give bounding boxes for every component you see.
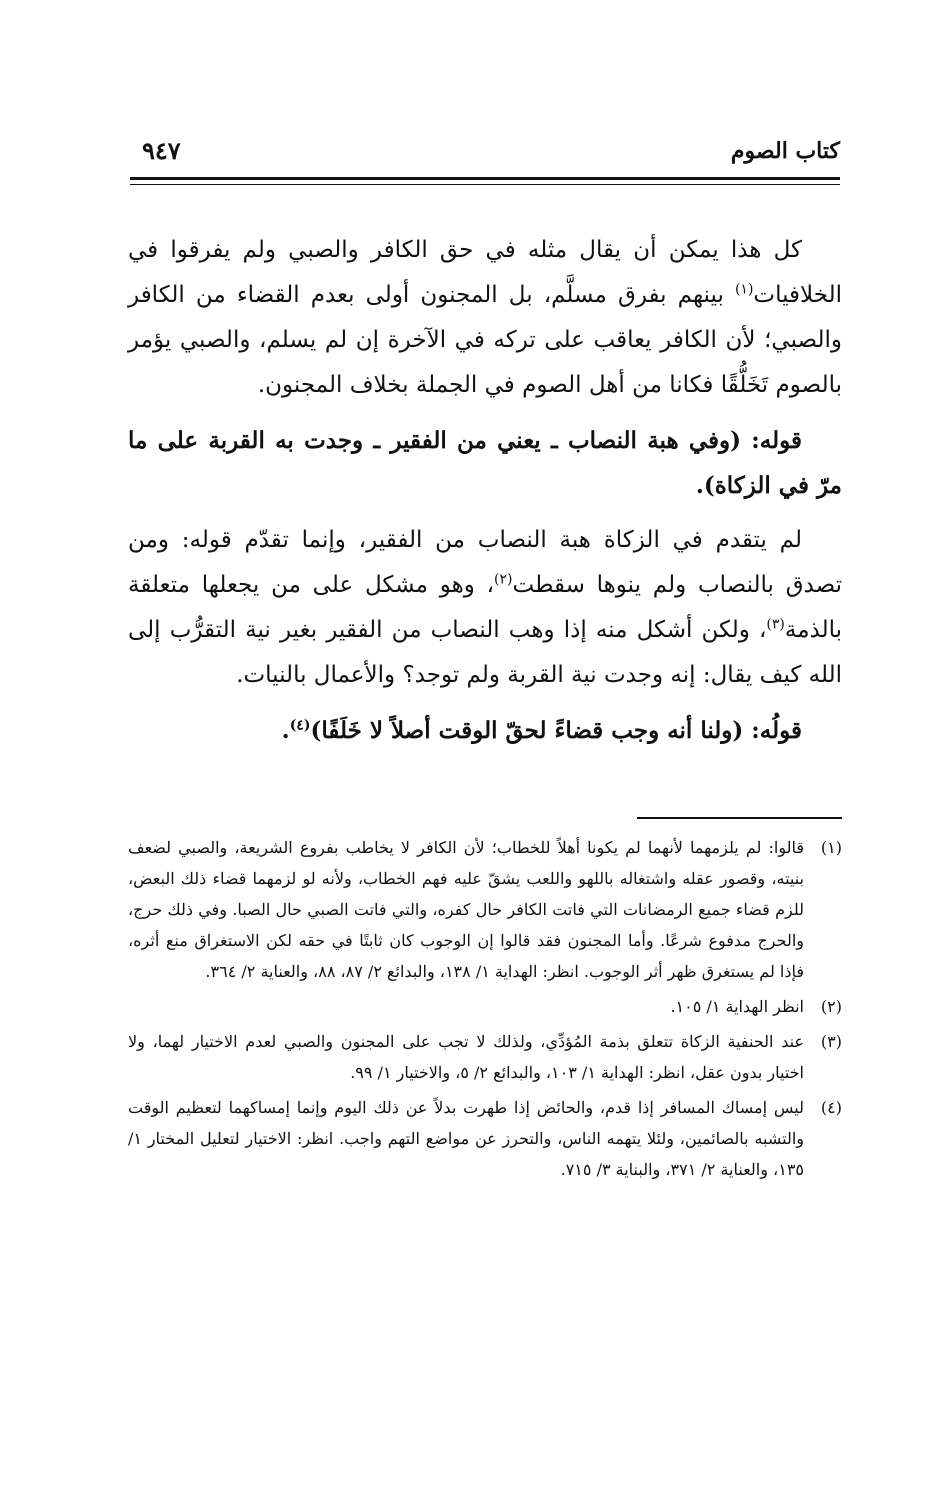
paragraph-4-text-a: قولُه: (ولنا أنه وجب قضاءً لحقّ الوقت أصلاً لا خَلَفًا) bbox=[310, 717, 802, 744]
page-number: ٩٤٧ bbox=[142, 136, 181, 165]
paragraph-3-text-c: ، ولكن أشكل منه إذا وهب النصاب من الفقير بغير نية التقرُّب إلى الله كيف يقال: إنه وجدت نية القربة ولم توجد؟ والأعمال بالنيات. bbox=[128, 617, 842, 688]
paragraph-3-text-a: لم يتقدم في الزكاة هبة النصاب من الفقير، وإنما تقدّم قوله: ومن تصدق بالنصاب ولم ينوها سقطت bbox=[128, 527, 842, 598]
footnote-ref-1[interactable]: (١) bbox=[734, 281, 754, 298]
book-title: كتاب الصوم bbox=[730, 138, 840, 164]
header-rule-thin bbox=[130, 184, 840, 185]
paragraph-3 bbox=[128, 518, 842, 698]
footnote-2 bbox=[128, 991, 842, 1022]
page-header bbox=[130, 138, 840, 174]
paragraph-4-text-b: . bbox=[281, 717, 290, 744]
footnote-text: ليس إمساك المسافر إذا قدم، والحائض إذا طهرت بدلاً عن ذلك اليوم وإنما إمساكهما لتعظيم الوقت والتشبه بالصائمين، ولئلا يتهمه الناس، والتحرز عن مواضع التهم واجب. انظر: الاختيار لتعليل المختار ١/ ١٣٥، والعناية ٢/ ٣٧١، والبناية ٣/ ٧١٥. bbox=[128, 1098, 804, 1179]
footnote-ref-2[interactable]: (٢) bbox=[494, 571, 513, 588]
header-rule bbox=[130, 177, 840, 180]
footnote-text: عند الحنفية الزكاة تتعلق بذمة المُؤدِّي، ولذلك لا تجب على المجنون والصبي لعدم الاختيار لهما، ولا اختيار بدون عقل، انظر: الهداية ١/ ١٠٣، والبدائع ٢/ ٥، والاختيار ١/ ٩٩. bbox=[128, 1032, 804, 1082]
footnote-1 bbox=[128, 832, 842, 987]
paragraph-2-quote: قوله: (وفي هبة النصاب ـ يعني من الفقير ـ وجدت به القربة على ما مرّ في الزكاة). bbox=[128, 427, 842, 499]
footnote-number: (٢) bbox=[820, 997, 842, 1016]
paragraph-1-text-a: كل هذا يمكن أن يقال مثله في حق الكافر والصبي ولم يفرقوا في الخلافيات bbox=[128, 237, 842, 308]
footnote-ref-4[interactable]: (٤) bbox=[289, 717, 311, 734]
paragraph-1-text-b: بينهم بفرق مسلَّم، بل المجنون أولى بعدم القضاء من الكافر والصبي؛ لأن الكافر يعاقب على تركه في الآخرة إن لم يسلم، والصبي يؤمر بالصوم تَخَلُّقًا فكانا من أهل الصوم في الجملة بخلاف المجنون. bbox=[128, 282, 842, 398]
footnote-number: (١) bbox=[820, 838, 842, 857]
paragraph-1 bbox=[128, 228, 842, 408]
paragraph-4-quote bbox=[128, 708, 842, 753]
footnotes bbox=[128, 832, 842, 1189]
main-text bbox=[128, 228, 842, 753]
footnote-4 bbox=[128, 1092, 842, 1185]
footnote-separator bbox=[637, 817, 842, 819]
footnote-3 bbox=[128, 1026, 842, 1088]
footnote-text: قالوا: لم يلزمهما لأنهما لم يكونا أهلاً للخطاب؛ لأن الكافر لا يخاطب بفروع الشريعة، والصبي لضعف بنيته، وقصور عقله واشتغاله باللهو واللعب يشقّ عليه فهم الخطاب، ولأنه لو لزمهما قضاء ذلك البعض، للزم قضاء جميع الرمضانات التي فاتت الكافر حال كفره، والتي فاتت الصبي حال الصبا. وفي ذلك حرج، والحرج مدفوع شرعًا. وأما المجنون فقد قالوا إن الوجوب كان ثابتًا في حقه لكن الاستغراق منع أثره، فإذا لم يستغرق ظهر أثر الوجوب. انظر: الهداية ١/ ١٣٨، والبدائع ٢/ ٨٧، ٨٨، والعناية ٢/ ٣٦٤. bbox=[128, 838, 804, 981]
footnote-number: (٣) bbox=[820, 1032, 842, 1051]
footnote-number: (٤) bbox=[820, 1098, 842, 1117]
footnote-ref-3[interactable]: (٣) bbox=[766, 616, 785, 633]
footnote-text: انظر الهداية ١/ ١٠٥. bbox=[670, 997, 804, 1016]
paragraph-3-text-b: ، وهو مشكل على من يجعلها متعلقة بالذمة bbox=[128, 572, 842, 643]
